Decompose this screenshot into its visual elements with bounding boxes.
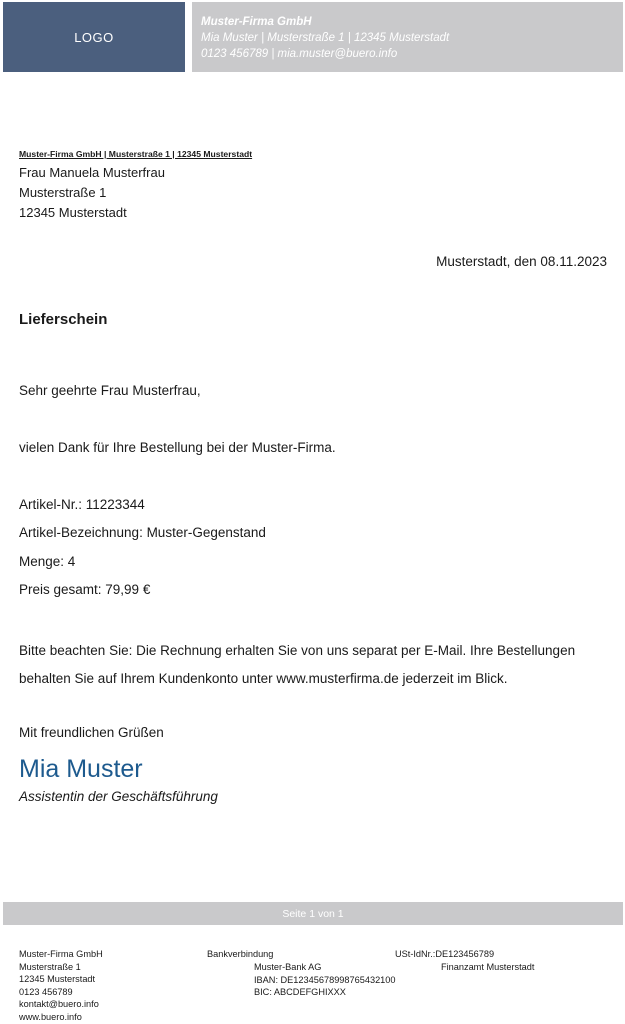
footer-bank-name: Muster-Bank AG xyxy=(254,962,322,972)
footer-tax-id: USt-IdNr.:DE123456789 xyxy=(395,949,495,959)
footer-bic: BIC: ABCDEFGHIXXX xyxy=(254,987,346,998)
footer-tax-office: Finanzamt Musterstadt xyxy=(441,962,535,972)
footer-company xyxy=(19,948,103,1024)
logo-text: LOGO xyxy=(74,29,114,45)
recipient-city: 12345 Musterstadt xyxy=(19,205,127,220)
article-number: Artikel-Nr.: 11223344 xyxy=(19,497,145,512)
intro-paragraph: vielen Dank für Ihre Bestellung bei der Muster-Firma. xyxy=(19,440,336,455)
footer-company-street: Musterstraße 1 xyxy=(19,961,81,972)
signature-role: Assistentin der Geschäftsführung xyxy=(19,789,218,804)
signature-name: Mia Muster xyxy=(19,755,143,783)
total-price: Preis gesamt: 79,99 € xyxy=(19,582,151,597)
footer-bank-details xyxy=(254,961,396,999)
document-title: Lieferschein xyxy=(19,311,108,328)
recipient-address xyxy=(19,163,165,223)
closing: Mit freundlichen Grüßen xyxy=(19,725,164,740)
note-line-2: behalten Sie auf Ihrem Kundenkonto unter www.musterfirma.de jederzeit im Blick. xyxy=(19,671,508,686)
letterhead-company: Muster-Firma GmbH xyxy=(201,16,312,28)
footer-company-email: kontakt@buero.info xyxy=(19,999,99,1010)
logo xyxy=(3,2,185,72)
note-line-1: Bitte beachten Sie: Die Rechnung erhalten Sie von uns separat per E-Mail. Ihre Bestellungen xyxy=(19,643,576,658)
page-number-bar xyxy=(3,902,623,925)
page-number: Seite 1 von 1 xyxy=(282,907,344,920)
footer-company-city: 12345 Musterstadt xyxy=(19,974,96,985)
letter-date: Musterstadt, den 08.11.2023 xyxy=(436,254,607,269)
footer-company-website: www.buero.info xyxy=(19,1011,82,1022)
note-paragraph xyxy=(19,637,619,693)
footer-company-name: Muster-Firma GmbH xyxy=(19,949,103,959)
sender-return-line: Muster-Firma GmbH | Musterstraße 1 | 12345 Musterstadt xyxy=(19,149,253,159)
letterhead-contact: 0123 456789 | mia.muster@buero.info xyxy=(201,48,398,60)
salutation: Sehr geehrte Frau Musterfrau, xyxy=(19,383,201,398)
footer-company-phone: 0123 456789 xyxy=(19,986,73,997)
letterhead-address: Mia Muster | Musterstraße 1 | 12345 Musterstadt xyxy=(201,32,450,44)
quantity: Menge: 4 xyxy=(19,554,76,569)
recipient-street: Musterstraße 1 xyxy=(19,185,107,200)
article-description: Artikel-Bezeichnung: Muster-Gegenstand xyxy=(19,525,266,540)
footer-bank-label: Bankverbindung xyxy=(207,949,274,959)
letterhead xyxy=(192,2,623,72)
footer-iban: IBAN: DE12345678998765432100 xyxy=(254,974,396,985)
recipient-name: Frau Manuela Musterfrau xyxy=(19,165,165,180)
